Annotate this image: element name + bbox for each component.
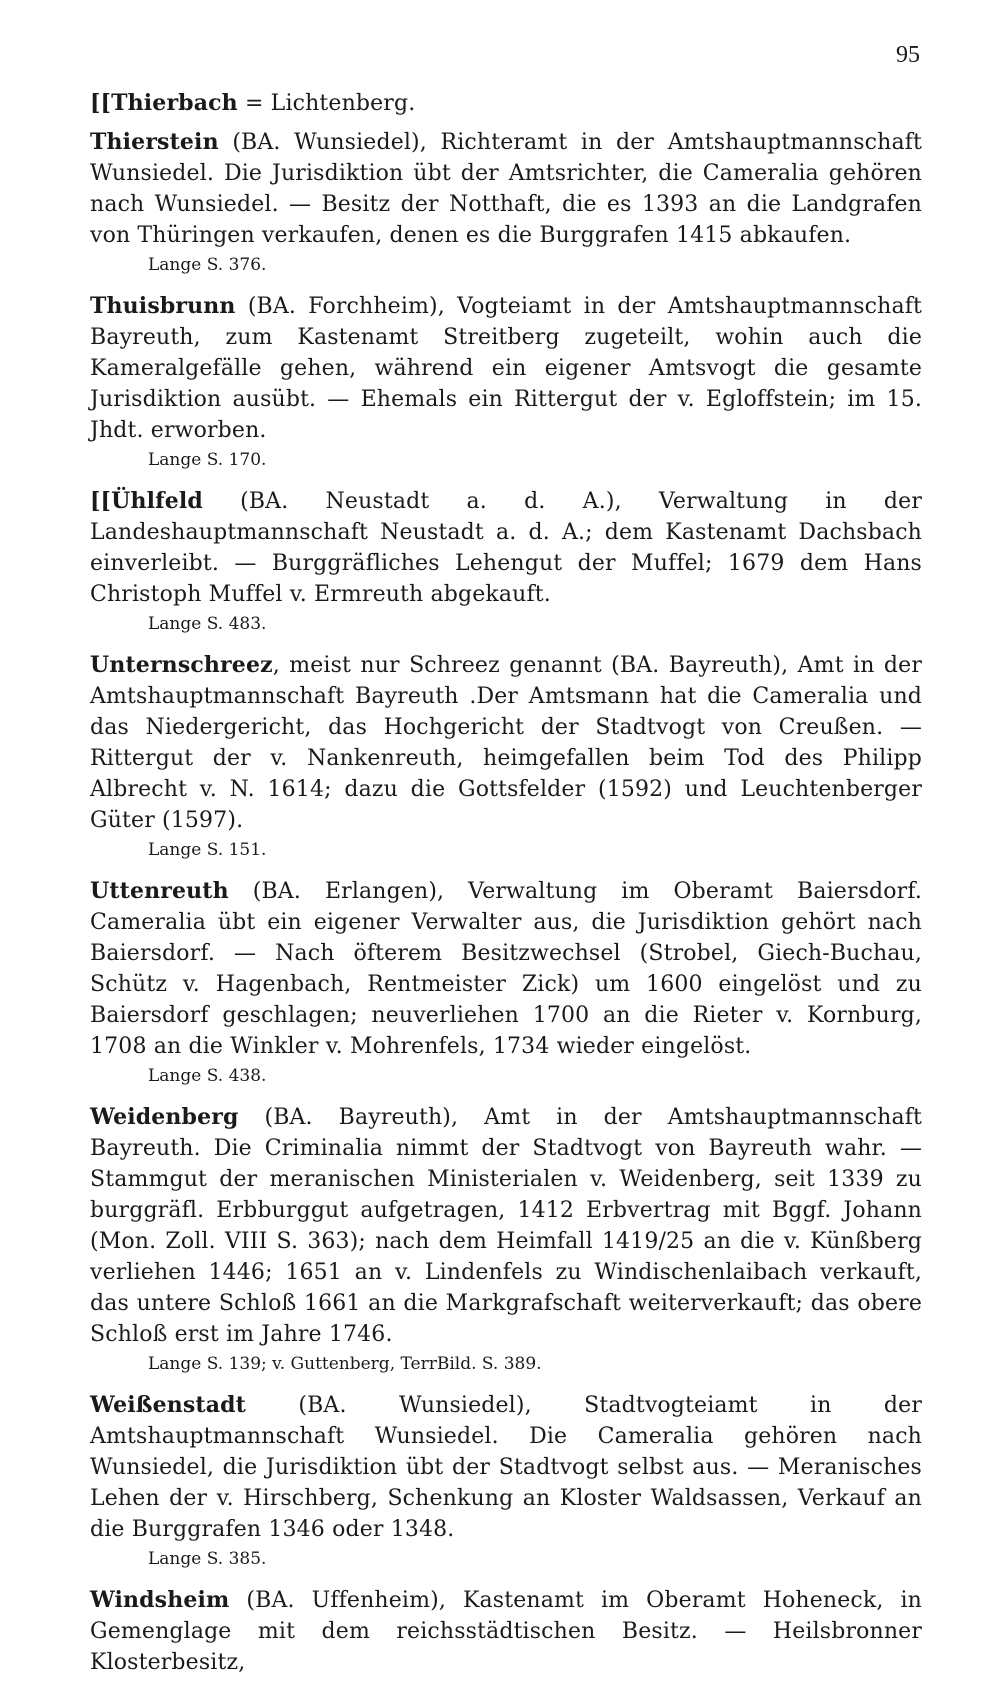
- entry-thierstein: [90, 127, 922, 277]
- entry-source: Lange S. 438.: [148, 1066, 267, 1086]
- entry-heading: Unternschreez: [90, 652, 273, 678]
- entry-uttenreuth: [90, 876, 922, 1088]
- entry-body: , meist nur Schreez genannt (BA. Bayreuth), Amt in der Amtshauptmannschaft Bayreuth .Der Amtsmann hat die Cameralia und das Niedergericht, das Hochgericht der Stadtvogt von Creußen. — Rittergut der v. Nankenreuth, heimgefallen beim Tod des Philipp Albrecht v. N. 1614; dazu die Gottsfelder (1592) und Leuchtenberger Güter (1597).: [90, 653, 922, 833]
- entry-body: (BA. Wunsiedel), Richteramt in der Amtshauptmannschaft Wunsiedel. Die Jurisdiktion übt der Amtsrichter, die Cameralia gehören nach Wunsiedel. — Besitz der Notthaft, die es 1393 an die Landgrafen von Thüringen verkaufen, denen es die Burggrafen 1415 abkaufen.: [90, 130, 922, 248]
- entry-body: (BA. Wunsiedel), Stadtvogteiamt in der Amtshauptmannschaft Wunsiedel. Die Cameralia gehören nach Wunsiedel, die Jurisdiktion übt der Stadtvogt selbst aus. — Meranisches Lehen der v. Hirschberg, Schenkung an Kloster Waldsassen, Verkauf an die Burggrafen 1346 oder 1348.: [90, 1393, 922, 1542]
- entry-source: Lange S. 139; v. Guttenberg, TerrBild. S. 389.: [148, 1354, 542, 1374]
- entry-body: (BA. Uffenheim), Kastenamt im Oberamt Hoheneck, in Gemenglage mit dem reichsstädtischen Besitz. — Heilsbronner Klosterbesitz,: [90, 1588, 922, 1675]
- entry-source: Lange S. 385.: [148, 1549, 267, 1569]
- entry-source: Lange S. 376.: [148, 255, 267, 275]
- entry-body: (BA. Neustadt a. d. A.), Verwaltung in der Landeshauptmannschaft Neustadt a. d. A.; dem Kastenamt Dachsbach einverleibt. — Burggräfliches Lehengut der Muffel; 1679 dem Hans Christoph Muffel v. Ermreuth abgekauft.: [90, 489, 922, 607]
- entry-heading: Windsheim: [90, 1587, 230, 1613]
- entry-thuisbrunn: [90, 291, 922, 472]
- entry-text: [90, 127, 922, 251]
- entry-text: [90, 291, 922, 446]
- entry-body: (BA. Forchheim), Vogteiamt in der Amtshauptmannschaft Bayreuth, zum Kastenamt Streitberg zugeteilt, wohin auch die Kameralgefälle gehen, während ein eigener Amtsvogt die gesamte Jurisdiktion ausübt. — Ehemals ein Rittergut der v. Egloffstein; im 15. Jhdt. erworben.: [90, 294, 922, 443]
- entry-heading: Thierstein: [90, 129, 219, 155]
- entry-text: [90, 876, 922, 1062]
- entry-weissenstadt: [90, 1390, 922, 1571]
- entry-text: [90, 650, 922, 836]
- entry-text: [90, 88, 922, 119]
- entry-source: Lange S. 151.: [148, 840, 267, 860]
- entry-unternschreez: [90, 650, 922, 862]
- entry-windsheim: [90, 1585, 922, 1678]
- entry-source: Lange S. 170.: [148, 450, 267, 470]
- entry-heading: Weidenberg: [90, 1104, 239, 1130]
- entry-uehlfeld: [90, 486, 922, 636]
- entry-body: (BA. Erlangen), Verwaltung im Oberamt Baiersdorf. Cameralia übt ein eigener Verwalter aus, die Jurisdiktion gehört nach Baiersdorf. — Nach öfterem Besitzwechsel (Strobel, Giech-Buchau, Schütz v. Hagenbach, Rentmeister Zick) um 1600 eingelöst und zu Baiersdorf geschlagen; neuverliehen 1700 an die Rieter v. Kornburg, 1708 an die Winkler v. Mohrenfels, 1734 wieder eingelöst.: [90, 879, 922, 1059]
- entry-heading: Uttenreuth: [90, 878, 229, 904]
- entry-text: [90, 1390, 922, 1545]
- entry-text: [90, 1585, 922, 1678]
- entry-heading: [[Ühlfeld: [90, 488, 203, 514]
- entry-source: Lange S. 483.: [148, 614, 267, 634]
- page-number: 95: [896, 42, 920, 68]
- entry-heading: Weißenstadt: [90, 1392, 246, 1418]
- entry-text: [90, 1102, 922, 1350]
- entry-text: [90, 486, 922, 610]
- entry-heading: [[Thierbach: [90, 90, 238, 116]
- page-content: [90, 88, 922, 1692]
- entry-body: = Lichtenberg.: [237, 91, 416, 116]
- entry-thierbach: [90, 88, 922, 119]
- entry-heading: Thuisbrunn: [90, 293, 236, 319]
- entry-body: (BA. Bayreuth), Amt in der Amtshauptmannschaft Bayreuth. Die Criminalia nimmt der Stadtvogt von Bayreuth wahr. — Stammgut der meranischen Ministerialen v. Weidenberg, seit 1339 zu burggräfl. Erbburggut aufgetragen, 1412 Erbvertrag mit Bggf. Johann (Mon. Zoll. VIII S. 363); nach dem Heimfall 1419/25 an die v. Künßberg verliehen 1446; 1651 an v. Lindenfels zu Windischenlaibach verkauft, das untere Schloß 1661 an die Markgrafschaft weiterverkauft; das obere Schloß erst im Jahre 1746.: [90, 1105, 922, 1347]
- entry-weidenberg: [90, 1102, 922, 1376]
